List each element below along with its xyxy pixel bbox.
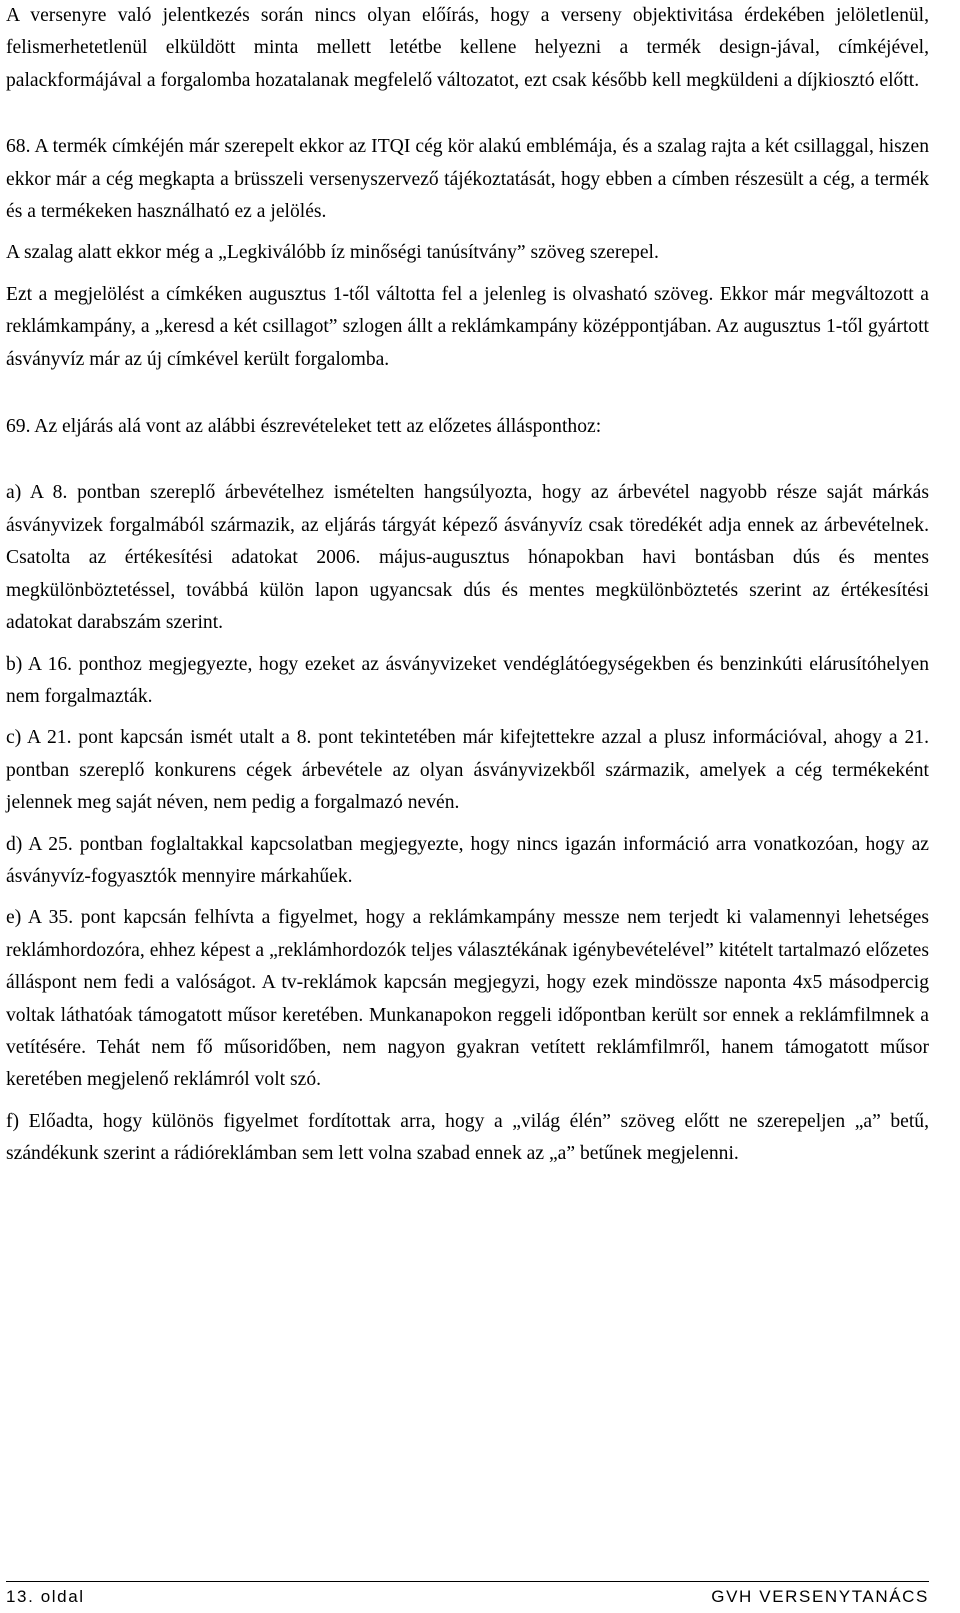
footer-divider: [6, 1581, 929, 1582]
paragraph-intro: A versenyre való jelentkezés során nincs olyan előírás, hogy a verseny objektivitása érdekében jelöletlenül, felismerhetetlenül elküldött minta mellett letétbe kellene helyezni a termék design-jával, címkéjével, palackformájával a forgalomba hozatalanak megfelelő változatot, ezt csak később kell megküldeni a díjkiosztó előtt.: [6, 5, 929, 91]
paragraph-f: f) Előadta, hogy különös figyelmet fordítottak arra, hogy a „világ élén” szöveg előtt ne szerepeljen „a” betű, szándékunk szerint a rádióreklámban sem lett volna szabad ennek az „a” betűnek megjelenni.: [6, 1110, 929, 1165]
footer-organization: GVH VERSENYTANÁCS: [711, 1587, 929, 1606]
paragraph-b: b) A 16. ponthoz megjegyezte, hogy ezeket az ásványvizeket vendéglátóegységekben és benzinkúti elárusítóhelyen nem forgalmazták.: [6, 653, 929, 707]
paragraph-c: c) A 21. pont kapcsán ismét utalt a 8. pont tekintetében már kifejtettekre azzal a plusz információval, ahogy a 21. pontban szereplő konkurens cégek árbevétele az olyan ásványvizekből származik, amelyek a cég termékeként jelennek meg saját néven, nem pedig a forgalmazó nevén.: [6, 727, 929, 814]
paragraph-d: d) A 25. pontban foglaltakkal kapcsolatban megjegyezte, hogy nincs igazán információ arra vonatkozóan, hogy az ásványvíz-fogyasztók mennyire márkahűek.: [6, 833, 929, 887]
paragraph-68-szalag: A szalag alatt ekkor még a „Legkiválóbb íz minőségi tanúsítvány” szöveg szerepel.: [6, 242, 659, 264]
paragraph-68: 68. A termék címkéjén már szerepelt ekkor az ITQI cég kör alakú emblémája, és a szalag rajta a két csillaggal, hiszen ekkor már a cég megkapta a brüsszeli versenyszervező tájékoztatását, hogy ebben a címben részesült a cég, a termék és a termékeken használható ez a jelölés.: [6, 136, 929, 223]
paragraph-e: e) A 35. pont kapcsán felhívta a figyelmet, hogy a reklámkampány messze nem terjedt ki valamennyi lehetséges reklámhordozóra, ehhez képest a „reklámhordozók teljes választékának igénybevételével” kitételt tartalmazó előzetes álláspont nem fedi a valóságot. A tv-reklámok kapcsán megjegyzi, hogy ezek mindössze naponta 4x5 másodpercig voltak láthatóak támogatott műsor keretében. Munkanapokon reggeli időpontban került sor ennek a reklámfilmnek a vetítésére. Tehát nem fő műsoridőben, nem nagyon gyakran vetített reklámfilmről, hanem támogatott műsor keretében megjelenő reklámról volt szó.: [6, 907, 929, 1091]
paragraph-a: a) A 8. pontban szereplő árbevételhez ismételten hangsúlyozta, hogy az árbevétel nagyobb része saját márkás ásványvizek forgalmából származik, az eljárás tárgyát képező ásványvíz csak töredékét adja ennek az árbevételnek. Csatolta az értékesítési adatokat 2006. május-augusztus hónapokban havi bontásban dús és mentes megkülönböztetéssel, továbbá külön lapon ugyancsak dús és mentes megkülönböztetés szerint az értékesítési adatokat darabszám szerint.: [6, 482, 929, 634]
page-number: 13. oldal: [6, 1587, 85, 1606]
paragraph-68-megjeloles: Ezt a megjelölést a címkéken augusztus 1-től váltotta fel a jelenleg is olvasható szöveg. Ekkor már megváltozott a reklámkampány, a „keresd a két csillagot” szlogen állt a reklámkampány középpontjában. Az augusztus 1-től gyártott ásványvíz már az új címkével került forgalomba.: [6, 283, 929, 370]
document-page: [6, 0, 929, 1171]
paragraph-69: 69. Az eljárás alá vont az alábbi észrevételeket tett az előzetes állásponthoz:: [6, 416, 602, 438]
page-footer: [6, 1584, 929, 1610]
